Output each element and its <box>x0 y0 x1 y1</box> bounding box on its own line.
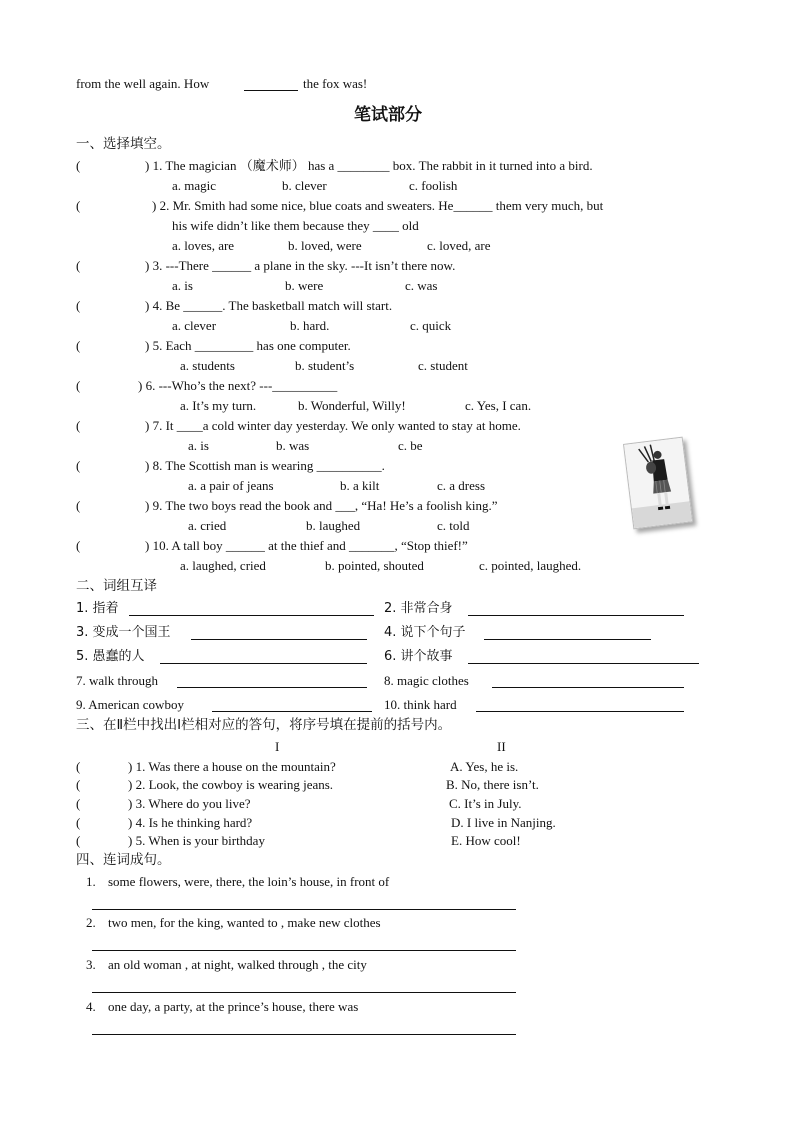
question-2: ) 2. Mr. Smith had some nice, blue coats and sweaters. He______ them very much, but <box>152 198 604 213</box>
option-b: b. Wonderful, Willy! <box>298 398 406 413</box>
phrase-item: 2. 非常合身 <box>384 601 453 616</box>
answer-blank[interactable] <box>191 639 367 640</box>
option-a: a. loves, are <box>172 238 235 253</box>
match-question: ) 2. Look, the cowboy is wearing jeans. <box>128 777 334 792</box>
answer-blank[interactable] <box>160 663 367 664</box>
match-question: ) 1. Was there a house on the mountain? <box>128 759 336 774</box>
match-answer: E. How cool! <box>451 833 521 848</box>
column-I-label: I <box>275 739 280 754</box>
option-b: b. pointed, shouted <box>325 558 424 573</box>
answer-line[interactable] <box>92 909 516 910</box>
option-a: a. is <box>172 278 193 293</box>
column-II-label: II <box>497 739 506 754</box>
answer-line[interactable] <box>92 992 516 993</box>
section1-heading: 一、选择填空。 <box>76 136 171 152</box>
answer-blank[interactable] <box>476 711 684 712</box>
paren[interactable]: ( <box>76 458 81 473</box>
match-question: ) 4. Is he thinking hard? <box>128 815 253 830</box>
option-b: b. laughed <box>306 518 361 533</box>
match-answer: A. Yes, he is. <box>450 759 519 774</box>
phrase-item: 7. walk through <box>76 673 158 688</box>
sentence-words: two men, for the king, wanted to , make new clothes <box>108 915 381 930</box>
phrase-item: 5. 愚蠢的人 <box>76 649 145 664</box>
option-c: c. a dress <box>437 478 486 493</box>
question-10: ) 10. A tall boy ______ at the thief and _______, “Stop thief!” <box>145 538 468 553</box>
sentence-number: 2. <box>86 915 96 930</box>
sentence-number: 3. <box>86 957 96 972</box>
option-a: a. It’s my turn. <box>180 398 257 413</box>
phrase-item: 6. 讲个故事 <box>384 649 453 664</box>
paren[interactable]: ( <box>76 796 81 811</box>
match-answer: C. It’s in July. <box>449 796 522 811</box>
option-a: a. cried <box>188 518 227 533</box>
option-c: c. student <box>418 358 468 373</box>
paren[interactable]: ( <box>76 298 81 313</box>
match-answer: D. I live in Nanjing. <box>451 815 556 830</box>
option-a: a. a pair of jeans <box>188 478 274 493</box>
paren[interactable]: ( <box>76 418 81 433</box>
question-2-cont: his wife didn’t like them because they ____ old <box>172 218 419 233</box>
scottish-man-photo <box>623 437 693 530</box>
paren[interactable]: ( <box>76 538 81 553</box>
match-question: ) 5. When is your birthday <box>128 833 265 848</box>
bagpiper-icon <box>624 438 692 528</box>
phrase-item: 9. American cowboy <box>76 697 184 712</box>
option-a: a. students <box>180 358 235 373</box>
answer-blank[interactable] <box>484 639 651 640</box>
paren[interactable]: ( <box>76 258 81 273</box>
answer-blank[interactable] <box>492 687 684 688</box>
option-c: c. pointed, laughed. <box>479 558 582 573</box>
option-a: a. is <box>188 438 209 453</box>
answer-line[interactable] <box>92 950 516 951</box>
paren[interactable]: ( <box>76 777 81 792</box>
option-b: b. clever <box>282 178 327 193</box>
option-c: c. Yes, I can. <box>465 398 532 413</box>
paren[interactable]: ( <box>76 833 81 848</box>
option-b: b. hard. <box>290 318 330 333</box>
option-a: a. clever <box>172 318 217 333</box>
paren[interactable]: ( <box>76 759 81 774</box>
match-question: ) 3. Where do you live? <box>128 796 251 811</box>
paren[interactable]: ( <box>76 198 81 213</box>
answer-blank[interactable] <box>177 687 367 688</box>
answer-blank[interactable] <box>129 615 374 616</box>
answer-blank[interactable] <box>468 663 699 664</box>
option-c: c. was <box>405 278 438 293</box>
option-b: b. a kilt <box>340 478 380 493</box>
option-a: a. magic <box>172 178 217 193</box>
answer-blank[interactable] <box>212 711 372 712</box>
question-3: ) 3. ---There ______ a plane in the sky. ---It isn’t there now. <box>145 258 456 273</box>
answer-line[interactable] <box>92 1034 516 1035</box>
section4-heading: 四、连词成句。 <box>76 852 171 868</box>
question-1: ) 1. The magician （魔术师） has a ________ box. The rabbit in it turned into a bird. <box>145 158 593 173</box>
paren[interactable]: ( <box>76 158 81 173</box>
answer-blank[interactable] <box>244 90 298 91</box>
question-6: ) 6. ---Who’s the next? ---__________ <box>138 378 338 393</box>
sentence-number: 4. <box>86 999 96 1014</box>
sentence-words: some flowers, were, there, the loin’s house, in front of <box>108 874 390 889</box>
paren[interactable]: ( <box>76 338 81 353</box>
option-b: b. loved, were <box>288 238 362 253</box>
question-4: ) 4. Be ______. The basketball match will start. <box>145 298 393 313</box>
option-c: c. loved, are <box>427 238 491 253</box>
option-c: c. be <box>398 438 423 453</box>
sentence-number: 1. <box>86 874 96 889</box>
top-line-before: from the well again. How <box>76 76 210 91</box>
option-b: b. were <box>285 278 324 293</box>
paren[interactable]: ( <box>76 498 81 513</box>
phrase-item: 10. think hard <box>384 697 457 712</box>
section3-heading: 三、在Ⅱ栏中找出Ⅰ栏相对应的答句，将序号填在提前的括号内。 <box>76 717 452 733</box>
option-b: b. was <box>276 438 310 453</box>
question-9: ) 9. The two boys read the book and ___, “Ha! He’s a foolish king.” <box>145 498 498 513</box>
question-7: ) 7. It ____a cold winter day yesterday. We only wanted to stay at home. <box>145 418 521 433</box>
phrase-item: 4. 说下个句子 <box>384 625 466 640</box>
option-c: c. told <box>437 518 470 533</box>
option-c: c. quick <box>410 318 452 333</box>
question-5: ) 5. Each _________ has one computer. <box>145 338 351 353</box>
option-c: c. foolish <box>409 178 458 193</box>
option-a: a. laughed, cried <box>180 558 266 573</box>
top-line-after: the fox was! <box>303 76 368 91</box>
phrase-item: 8. magic clothes <box>384 673 469 688</box>
section2-heading: 二、词组互译 <box>76 578 157 594</box>
sentence-words: an old woman , at night, walked through , the city <box>108 957 367 972</box>
answer-blank[interactable] <box>468 615 684 616</box>
match-answer: B. No, there isn’t. <box>446 777 539 792</box>
question-8: ) 8. The Scottish man is wearing __________. <box>145 458 385 473</box>
paren[interactable]: ( <box>76 815 81 830</box>
phrase-item: 3. 变成一个国王 <box>76 625 171 640</box>
paren[interactable]: ( <box>76 378 81 393</box>
option-b: b. student’s <box>295 358 355 373</box>
sentence-words: one day, a party, at the prince’s house, there was <box>108 999 359 1014</box>
phrase-item: 1. 指着 <box>76 601 119 616</box>
page-title: 笔试部分 <box>354 105 422 125</box>
